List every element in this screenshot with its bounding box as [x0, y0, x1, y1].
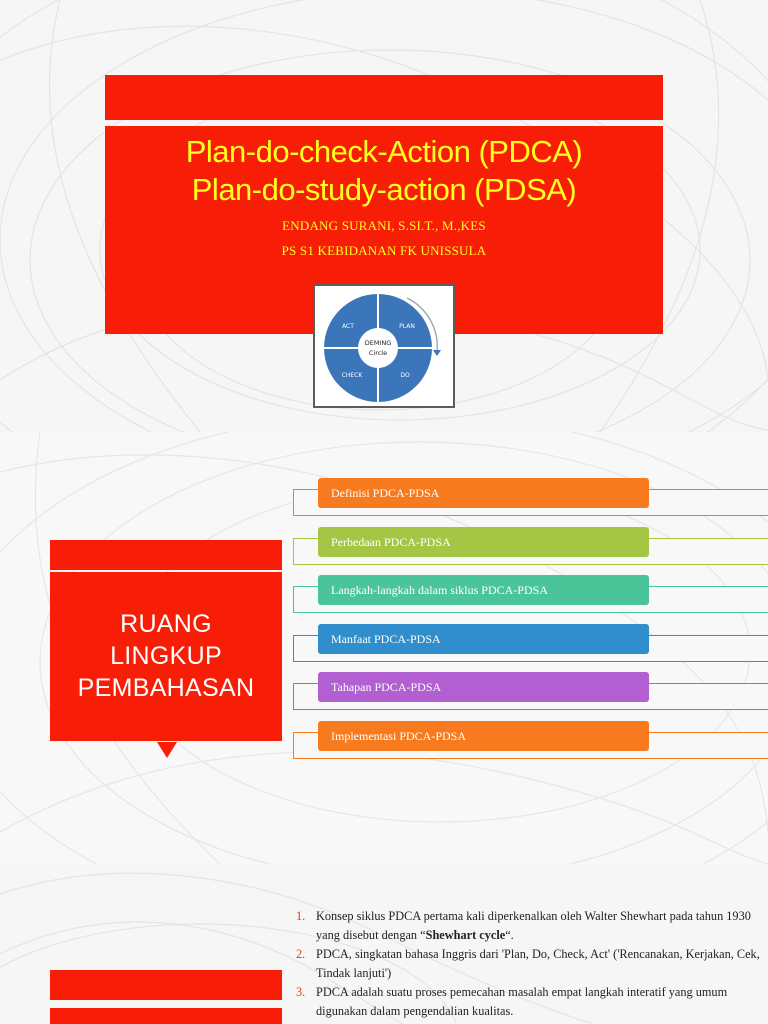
agenda-item: [0, 624, 768, 664]
agenda-item: [0, 478, 768, 518]
title-slide: [0, 0, 768, 432]
author-name: ENDANG SURANI, S.SI.T., M.,KES: [282, 218, 486, 233]
definition-title-block: [50, 1008, 282, 1024]
diagram-center-label-1: DEMING: [364, 339, 392, 347]
shewhart-cycle-term: Shewhart cycle: [425, 928, 506, 942]
agenda-item: [0, 575, 768, 615]
definition-slide: [0, 864, 768, 1024]
list-item: [296, 945, 766, 983]
list-text: [316, 907, 766, 945]
deming-circle-image: [313, 284, 455, 408]
agenda-item-label: Tahapan PDCA-PDSA: [318, 672, 649, 702]
list-text-part: “.: [505, 928, 514, 942]
agenda-item-label: Implementasi PDCA-PDSA: [318, 721, 649, 751]
slide-title-line-2: Plan-do-study-action (PDSA): [191, 172, 577, 207]
agenda-item: [0, 721, 768, 761]
affiliation: PS S1 KEBIDANAN FK UNISSULA: [281, 243, 487, 258]
list-text: PDCA adalah suatu proses pemecahan masalah empat langkah interatif yang umum digunakan dalam pengendalian kualitas.: [316, 985, 728, 1018]
diagram-act-label: ACT: [342, 323, 354, 330]
agenda-item: [0, 527, 768, 567]
title-top-bar: [105, 75, 663, 120]
scope-slide: [0, 432, 768, 864]
diagram-do-label: DO: [400, 372, 410, 379]
list-text-part: Konsep siklus PDCA pertama kali diperkenalkan oleh Walter Shewhart pada tahun 1930 yang disebut dengan “: [316, 909, 751, 942]
list-number: 1.: [296, 909, 306, 923]
list-text: PDCA, singkatan bahasa Inggris dari 'Plan, Do, Check, Act' ('Rencanakan, Kerjakan, Cek, Tindak lanjuti'): [316, 947, 760, 980]
list-item: [296, 983, 766, 1021]
definition-top-bar: [50, 970, 282, 1000]
slide-title-line-1: Plan-do-check-Action (PDCA): [185, 134, 583, 169]
diagram-plan-label: PLAN: [399, 323, 415, 330]
definition-list: [296, 907, 766, 1021]
diagram-center-label-2: Circle: [368, 349, 388, 357]
agenda-item-label: Definisi PDCA-PDSA: [318, 478, 649, 508]
agenda-item-label: Manfaat PDCA-PDSA: [318, 624, 649, 654]
agenda-item: [0, 672, 768, 712]
list-item: [296, 907, 766, 945]
scope-title-line-1: RUANG: [120, 610, 212, 638]
list-number: 2.: [296, 947, 306, 961]
agenda-item-label: Langkah-langkah dalam siklus PDCA-PDSA: [318, 575, 649, 605]
scope-title-line-2: LINGKUP: [110, 642, 222, 670]
scope-title-line-3: PEMBAHASAN: [77, 674, 255, 702]
agenda-item-label: Perbedaan PDCA-PDSA: [318, 527, 649, 557]
list-number: 3.: [296, 985, 306, 999]
diagram-check-label: CHECK: [341, 372, 363, 379]
